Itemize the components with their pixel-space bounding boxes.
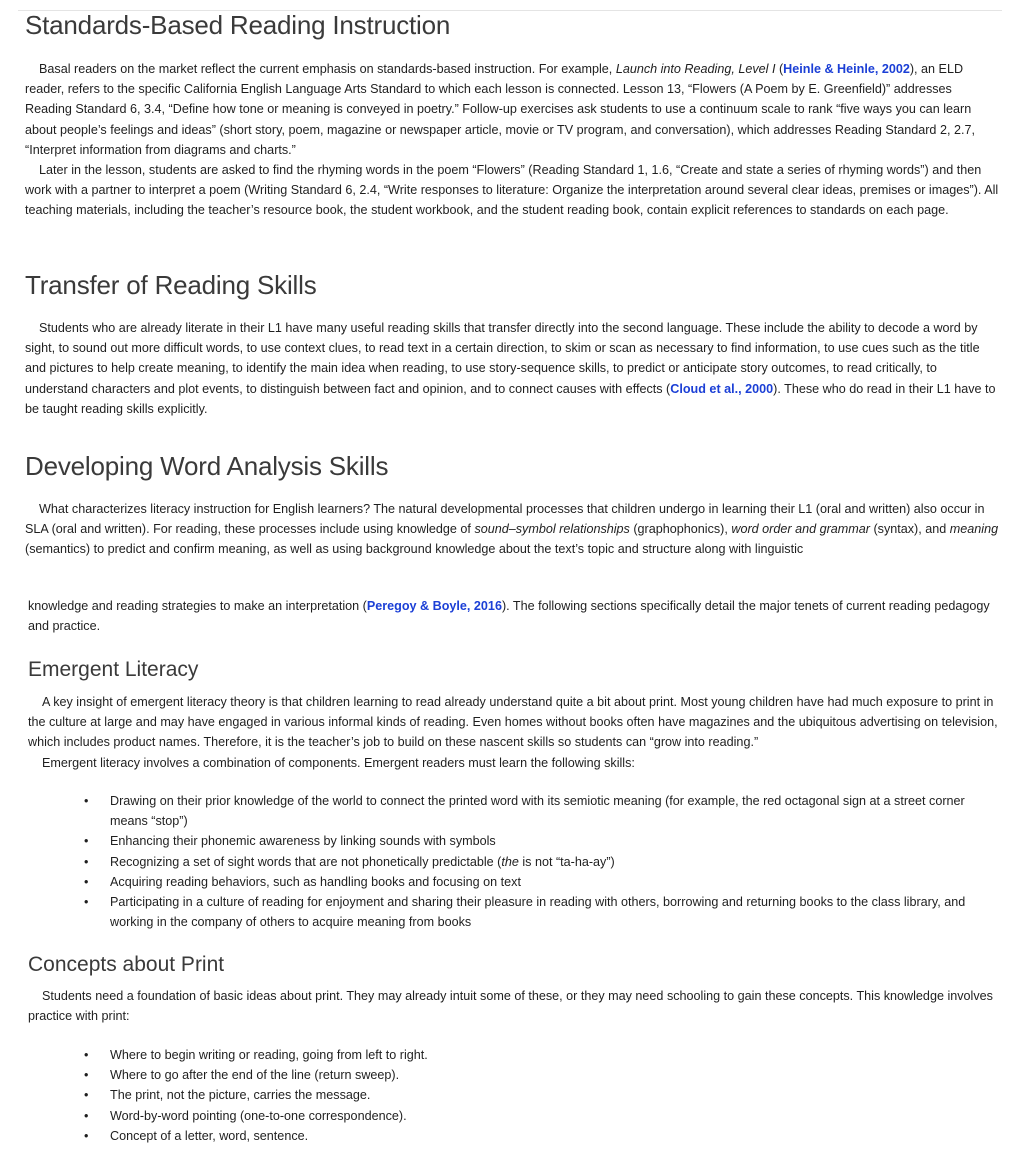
list-item: • Where to go after the end of the line (return sweep). xyxy=(96,1065,1000,1085)
citation-link[interactable]: Peregoy & Boyle, 2016 xyxy=(366,599,502,613)
section-standards xyxy=(25,10,1000,40)
section-transfer xyxy=(25,270,1000,300)
list-item: • Enhancing their phonemic awareness by linking sounds with symbols xyxy=(96,831,1000,851)
list-item: • Where to begin writing or reading, going from left to right. xyxy=(96,1045,1000,1065)
citation-link[interactable]: Heinle & Heinle, 2002 xyxy=(783,62,910,76)
paragraph xyxy=(28,596,1000,636)
text: Students who are already literate in their L1 have many useful reading skills that transfer directly into the second language. These include the ability to decode a word by sight, to sound out more difficult words, to use context clues, to read text in a certain direction, to skim or scan as necessary to find information, to use cues such as the title and pictures to help create meaning, to identify the main idea when reading, to use story-sequence skills, to predict or anticipate story outcomes, to read critically, to understand characters and plot events, to distinguish between fact and opinion, and to connect causes with effects ( xyxy=(25,321,980,396)
text: Basal readers on the market reflect the current emphasis on standards-based instruction. For example, xyxy=(39,62,616,76)
text: What characterizes literacy instruction for English learners? The natural developmental processes that children undergo in learning their L1 (oral and written) also occur in SLA (oral and written). For reading, these processes include using knowledge of xyxy=(25,502,985,537)
list-item: • Drawing on their prior knowledge of the world to connect the printed word with its semiotic meaning (for example, the red octagonal sign at a street corner means “stop”) xyxy=(96,791,1000,831)
section-word-analysis xyxy=(25,451,1000,481)
text: ). The following sections specifically detail the major tenets of current reading pedagogy and practice. xyxy=(28,599,990,634)
list-item: • The print, not the picture, carries the message. xyxy=(96,1085,1000,1105)
list-item: • Concept of a letter, word, sentence. xyxy=(96,1126,1000,1146)
text: (graphophonics), xyxy=(629,522,732,537)
concepts-list xyxy=(96,1045,1000,1146)
text: (syntax), and xyxy=(869,522,950,537)
list-item: • Acquiring reading behaviors, such as handling books and focusing on text xyxy=(96,872,1000,892)
paragraph: Emergent literacy involves a combination of components. Emergent readers must learn the following skills: xyxy=(42,755,635,770)
list-item: • Word-by-word pointing (one-to-one correspondence). xyxy=(96,1106,1000,1126)
paragraph xyxy=(25,59,1000,160)
section-subtitle: Emergent Literacy xyxy=(28,658,199,681)
term: meaning xyxy=(949,522,999,537)
section-word-analysis-body xyxy=(25,499,1000,560)
section-emergent xyxy=(28,657,1000,683)
section-subtitle: Concepts about Print xyxy=(28,953,225,976)
text: ), an ELD reader, refers to the specific California English Language Arts Standard to which each lesson is connected. Lesson 13, “Flowers (A Poem by E. Greenfield)” addresses Reading Standard 6, 3.4, “Define how tone or meaning is conveyed in poetry.” Follow-up exercises ask students to use a continuum scale to rank “five ways you can learn about people’s feelings and ideas” (short story, poem, magazine or newspaper article, movie or TV program, and conversation), which addresses Reading Standard 2, 2.7, “Interpret information from diagrams and charts.” xyxy=(25,62,975,157)
term: the xyxy=(501,854,519,869)
list-item: • Participating in a culture of reading for enjoyment and sharing their pleasure in reading with others, borrowing and returning books to the class library, and working in the company of others to acquire meaning from books xyxy=(96,892,1000,932)
paragraph: A key insight of emergent literacy theory is that children learning to read already understand quite a bit about print. Most young children have had much exposure to print in the culture at large and may have engaged in various informal kinds of reading. Even homes without books often have magazines and the ubiquitous advertising on television, which includes product names. Therefore, it is the teacher’s job to build on these nascent skills so students can “grow into reading.” xyxy=(28,695,998,750)
section-concepts-body xyxy=(28,986,1000,1026)
section-transfer-body xyxy=(25,318,1000,419)
section-title: Standards-Based Reading Instruction xyxy=(25,10,451,40)
citation-link[interactable]: Cloud et al., 2000 xyxy=(670,381,774,396)
emergent-skills-list xyxy=(96,791,1000,932)
section-emergent-body xyxy=(28,692,1000,773)
text: ). These who do read in their L1 have to be taught reading skills explicitly. xyxy=(25,381,996,416)
text: Recognizing a set of sight words that are not phonetically predictable ( xyxy=(110,854,502,869)
section-standards-body xyxy=(25,59,1000,221)
section-word-analysis-continued xyxy=(28,596,1000,636)
section-title: Developing Word Analysis Skills xyxy=(25,451,389,481)
paragraph: Students need a foundation of basic ideas about print. They may already intuit some of these, or they may need schooling to gain these concepts. This knowledge involves practice with print: xyxy=(28,989,993,1024)
paragraph xyxy=(25,499,1000,560)
text: knowledge and reading strategies to make an interpretation ( xyxy=(28,599,367,613)
section-title: Transfer of Reading Skills xyxy=(25,270,317,300)
section-concepts xyxy=(28,952,1000,978)
paragraph: Later in the lesson, students are asked to find the rhyming words in the poem “Flowers” (Reading Standard 1, 1.6, “Create and state a series of rhyming words”) and then work with a partner to interpret a poem (Writing Standard 6, 2.4, “Write responses to literature: Organize the interpretation around several clear ideas, premises or images”). All teaching materials, including the teacher’s resource book, the student workbook, and the student reading book, contain explicit references to standards on each page. xyxy=(25,163,999,218)
list-item xyxy=(96,852,1000,872)
paragraph xyxy=(25,318,1000,419)
book-title: Launch into Reading, Level I xyxy=(615,62,776,76)
text: (semantics) to predict and confirm meaning, as well as using background knowledge about the text’s topic and structure along with linguistic xyxy=(25,542,804,557)
text: ( xyxy=(775,62,784,76)
term: sound–symbol relationships xyxy=(474,522,630,537)
text: is not “ta-ha-ay”) xyxy=(518,854,615,869)
term: word order and grammar xyxy=(731,522,870,537)
